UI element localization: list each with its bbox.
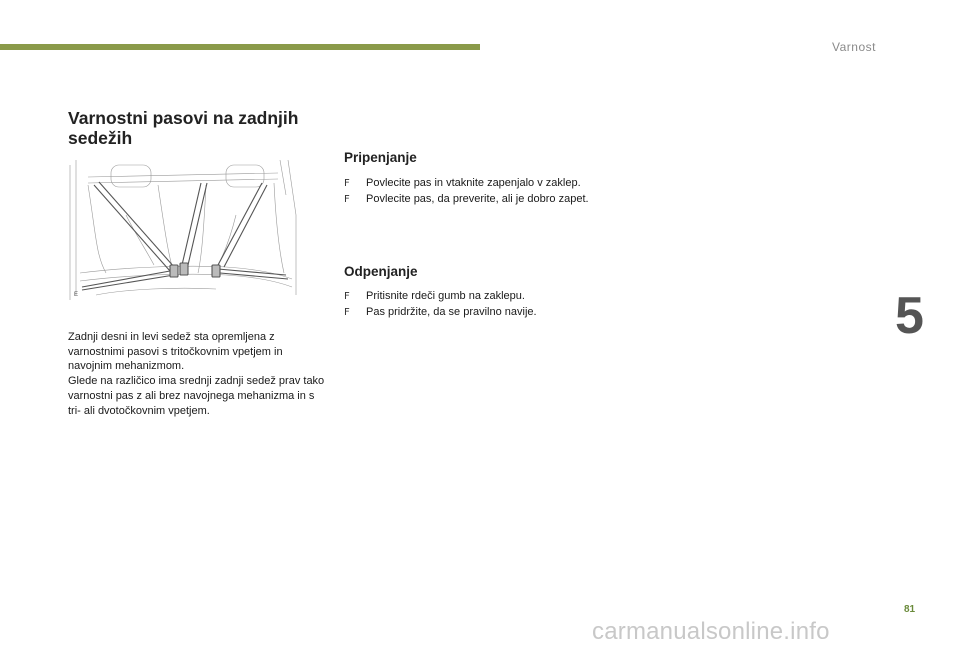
- rear-seatbelts-illustration: [66, 155, 300, 305]
- description-paragraph: Glede na različico ima srednji zadnji sedež prav tako varnostni pas z ali brez navojnega mehanizma in s tri- ali dvotočkovnim vpetjem.: [68, 375, 325, 417]
- figure-label: E: [74, 292, 79, 298]
- chapter-number: 5: [895, 287, 924, 345]
- description: [68, 330, 328, 418]
- bullet-icon: F: [344, 291, 350, 302]
- list-item: [344, 289, 594, 305]
- section-title: Varnost: [832, 40, 876, 54]
- page-number: 81: [904, 604, 916, 615]
- list-item-text: Povlecite pas, da preverite, ali je dobro zapet.: [366, 192, 589, 205]
- description-paragraph: Zadnji desni in levi sedež sta opremljena z varnostnimi pasovi s tritočkovnim vpetjem in navojnim mehanizmom.: [68, 331, 283, 373]
- list-item: [344, 305, 594, 321]
- list-item: [344, 176, 594, 192]
- fastening-list: [344, 176, 594, 207]
- watermark: carmanualsonline.info: [592, 618, 830, 645]
- unfastening-list: [344, 289, 594, 320]
- bullet-icon: F: [344, 306, 350, 318]
- unfastening-title: Odpenjanje: [344, 264, 418, 279]
- bullet-icon: F: [344, 178, 350, 189]
- header-accent-bar: [0, 44, 480, 50]
- fastening-title: Pripenjanje: [344, 150, 417, 165]
- list-item-text: Povlecite pas in vtaknite zapenjalo v zaklep.: [366, 177, 581, 189]
- page-title: Varnostni pasovi na zadnjih sedežih: [68, 108, 299, 148]
- list-item-text: Pritisnite rdeči gumb na zaklepu.: [366, 290, 525, 302]
- list-item: [344, 192, 594, 208]
- bullet-icon: F: [344, 193, 350, 205]
- list-item-text: Pas pridržite, da se pravilno navije.: [366, 305, 537, 318]
